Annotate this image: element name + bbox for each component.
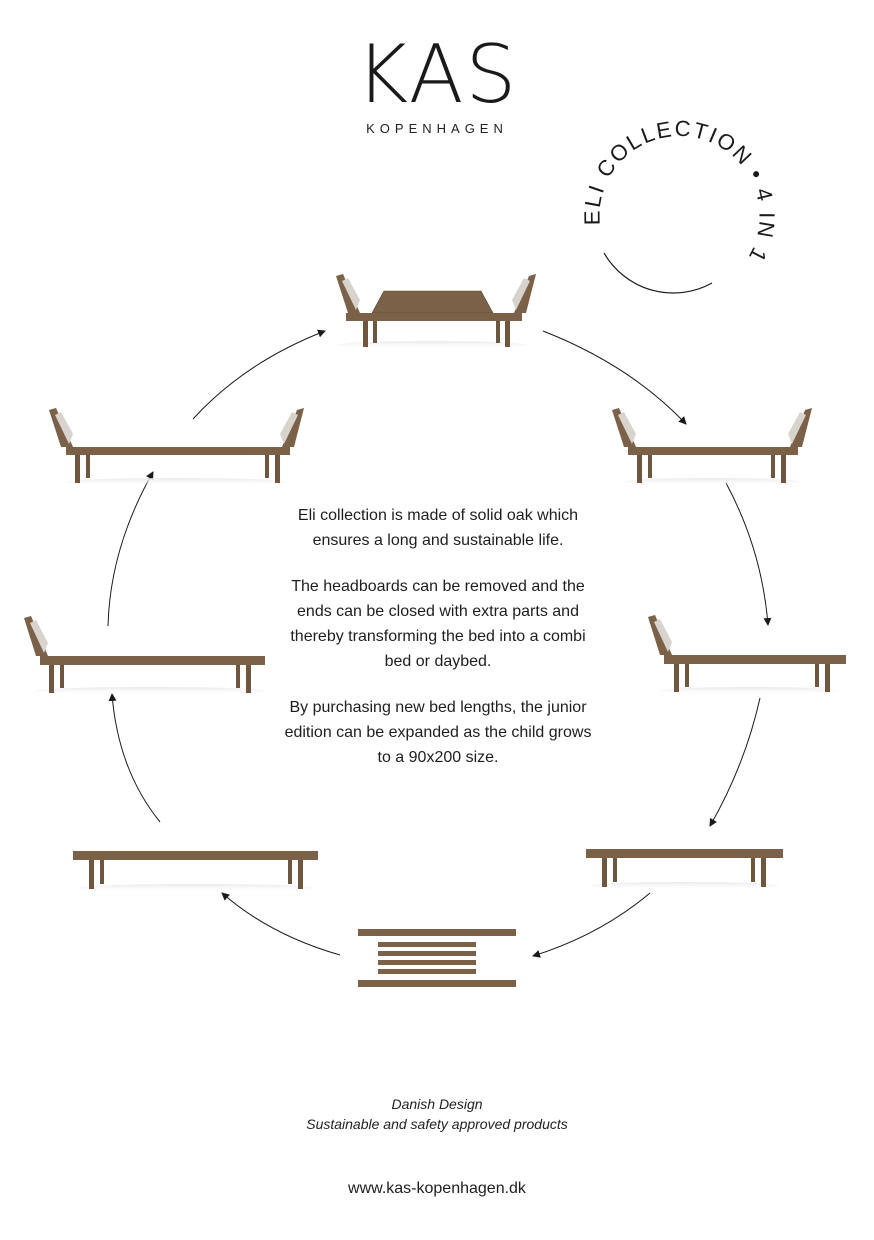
arrow-8 xyxy=(193,331,325,419)
description-paragraph-1: Eli collection is made of solid oak which ensures a long and sustainable life. xyxy=(297,507,579,549)
footer-line-2: Sustainable and safety approved products xyxy=(306,1116,568,1132)
footer-line-1: Danish Design xyxy=(391,1096,483,1112)
bed-daybed-top xyxy=(336,274,536,349)
footer-tagline xyxy=(0,1094,874,1134)
description-paragraph-2: The headboards can be removed and the ends can be closed with extra parts and thereby transforming the bed into a combi bed or daybed. xyxy=(290,578,586,670)
description xyxy=(282,503,594,791)
arrow-4 xyxy=(533,893,650,956)
bed-two-headboards-left xyxy=(49,408,304,486)
arrow-7 xyxy=(108,472,153,626)
collection-badge xyxy=(579,116,779,293)
brand-logo: KAS xyxy=(355,28,519,121)
website-url: www.kas-kopenhagen.dk xyxy=(348,1180,526,1197)
arrow-5 xyxy=(222,893,340,955)
arrow-3 xyxy=(710,698,760,826)
bed-bench-left xyxy=(73,851,318,892)
bed-single-headboard-right xyxy=(648,615,846,695)
bed-bench-right xyxy=(586,849,783,890)
bed-two-headboards-right xyxy=(612,408,812,486)
badge-ring-text: ELI COLLECTION • 4 IN 1 xyxy=(579,115,780,268)
svg-text:ELI COLLECTION • 4 IN 1 xyxy=(579,116,779,268)
bed-single-headboard-left xyxy=(24,616,265,695)
arrow-6 xyxy=(112,694,160,822)
description-paragraph-3: By purchasing new bed lengths, the junior edition can be expanded as the child grows to a 90x200 size. xyxy=(284,699,592,766)
bed-parts-bottom xyxy=(358,929,516,987)
arrow-2 xyxy=(726,483,768,625)
brand-subtitle: KOPENHAGEN xyxy=(366,121,508,136)
